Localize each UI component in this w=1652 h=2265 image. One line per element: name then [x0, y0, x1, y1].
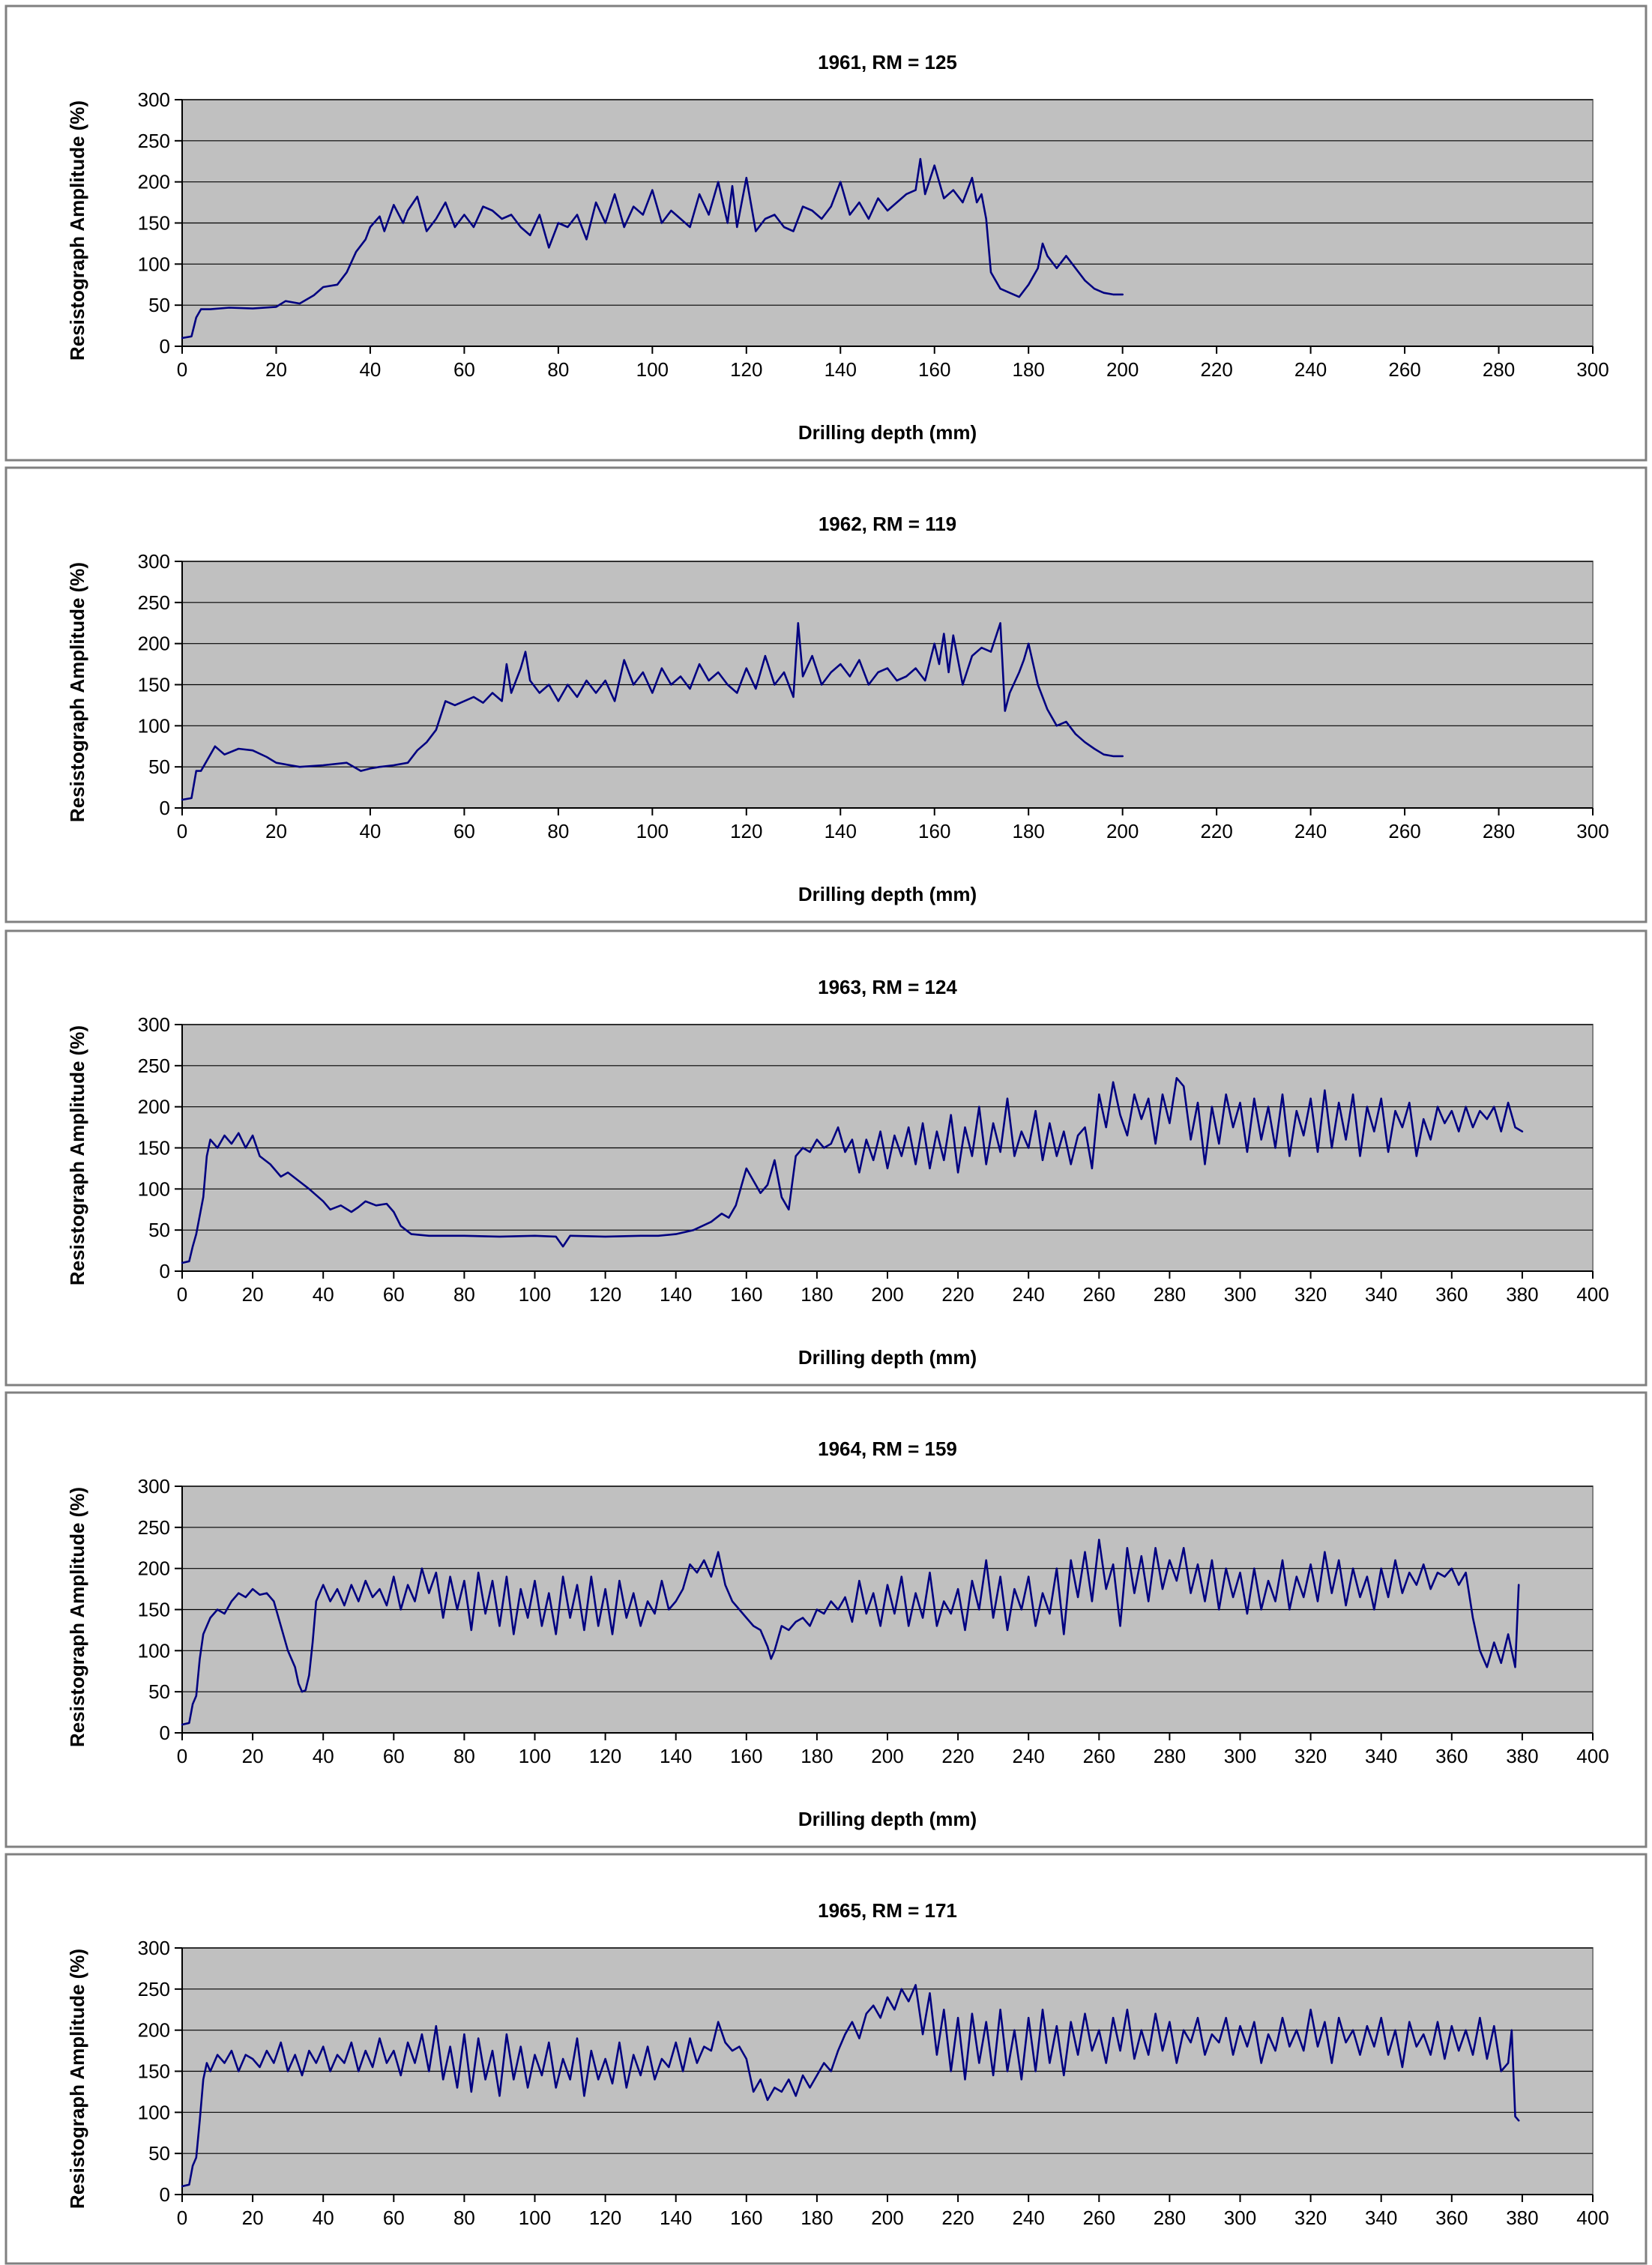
y-axis-title: Resistograph Amplitude (%) [66, 1025, 88, 1286]
x-tick-label: 300 [1576, 820, 1609, 842]
y-tick-label: 0 [159, 2183, 170, 2206]
x-tick-label: 160 [730, 2207, 763, 2229]
x-tick-label: 20 [265, 820, 287, 842]
x-tick-label: 140 [824, 820, 857, 842]
x-axis-title: Drilling depth (mm) [798, 421, 977, 444]
x-tick-label: 320 [1294, 1745, 1327, 1767]
x-tick-label: 260 [1082, 1745, 1115, 1767]
y-tick-label: 200 [137, 1557, 170, 1580]
x-tick-label: 60 [382, 2207, 405, 2229]
x-tick-label: 120 [588, 1745, 622, 1767]
chart-panel-4 [0, 1387, 1652, 1848]
chart-panel-3 [0, 925, 1652, 1387]
y-tick-label: 200 [137, 170, 170, 193]
x-tick-label: 300 [1223, 1745, 1257, 1767]
y-tick-label: 250 [137, 1515, 170, 1539]
x-tick-label: 360 [1435, 1745, 1468, 1767]
x-tick-label: 100 [636, 820, 669, 842]
x-tick-label: 100 [636, 358, 669, 381]
x-tick-label: 320 [1294, 2207, 1327, 2229]
x-tick-label: 60 [382, 1283, 405, 1306]
x-tick-label: 40 [312, 2207, 334, 2229]
x-tick-label: 80 [453, 1745, 475, 1767]
y-axis-title: Resistograph Amplitude (%) [66, 1948, 88, 2210]
x-tick-label: 140 [660, 1283, 693, 1306]
x-tick-label: 40 [359, 358, 382, 381]
x-tick-label: 20 [241, 2207, 264, 2229]
y-tick-label: 150 [137, 1598, 170, 1621]
x-tick-label: 40 [312, 1283, 334, 1306]
x-tick-label: 180 [801, 2207, 833, 2229]
x-tick-label: 120 [588, 2207, 622, 2229]
x-tick-label: 120 [730, 820, 763, 842]
x-tick-label: 280 [1153, 1283, 1187, 1306]
x-tick-label: 240 [1012, 1283, 1045, 1306]
y-tick-label: 50 [148, 2142, 170, 2165]
x-tick-label: 180 [801, 1283, 833, 1306]
x-tick-label: 340 [1365, 2207, 1398, 2229]
y-axis-title: Resistograph Amplitude (%) [66, 561, 88, 823]
x-tick-label: 400 [1576, 2207, 1609, 2229]
x-tick-label: 200 [1106, 358, 1139, 381]
y-tick-label: 100 [137, 2101, 170, 2124]
x-tick-label: 0 [176, 2207, 188, 2229]
x-tick-label: 240 [1012, 1745, 1045, 1767]
x-tick-label: 300 [1223, 2207, 1257, 2229]
y-tick-label: 300 [137, 1013, 170, 1036]
y-tick-label: 300 [137, 550, 170, 573]
y-tick-label: 50 [148, 1219, 170, 1242]
y-tick-label: 300 [137, 88, 170, 111]
x-tick-label: 140 [660, 2207, 693, 2229]
y-tick-label: 150 [137, 1136, 170, 1159]
x-tick-label: 100 [518, 2207, 552, 2229]
x-tick-label: 180 [1012, 358, 1045, 381]
x-tick-label: 100 [518, 1745, 552, 1767]
x-tick-label: 60 [382, 1745, 405, 1767]
x-tick-label: 200 [871, 1745, 904, 1767]
x-tick-label: 140 [824, 358, 857, 381]
y-tick-label: 200 [137, 2018, 170, 2042]
x-tick-label: 200 [1106, 820, 1139, 842]
x-tick-label: 280 [1482, 820, 1516, 842]
y-tick-label: 250 [137, 129, 170, 152]
chart-title: 1965, RM = 171 [818, 1899, 957, 1922]
x-tick-label: 260 [1082, 1283, 1115, 1306]
x-tick-label: 160 [918, 358, 951, 381]
y-axis-title: Resistograph Amplitude (%) [66, 100, 88, 361]
x-tick-label: 200 [871, 2207, 904, 2229]
x-tick-label: 120 [588, 1283, 622, 1306]
x-tick-label: 380 [1506, 1745, 1539, 1767]
x-tick-label: 300 [1576, 358, 1609, 381]
x-tick-label: 380 [1506, 1283, 1539, 1306]
chart-panel-2 [0, 462, 1652, 923]
y-tick-label: 0 [159, 1260, 170, 1282]
y-axis-title: Resistograph Amplitude (%) [66, 1486, 88, 1748]
y-tick-label: 150 [137, 2060, 170, 2083]
chart-panel-1 [0, 0, 1652, 462]
y-tick-label: 50 [148, 755, 170, 779]
x-tick-label: 200 [871, 1283, 904, 1306]
x-tick-label: 280 [1153, 1745, 1187, 1767]
x-tick-label: 260 [1388, 820, 1421, 842]
x-tick-label: 80 [547, 820, 570, 842]
x-axis-title: Drilling depth (mm) [798, 1808, 977, 1830]
x-tick-label: 20 [241, 1283, 264, 1306]
y-tick-label: 100 [137, 253, 170, 276]
y-tick-label: 50 [148, 294, 170, 317]
y-tick-label: 100 [137, 1639, 170, 1662]
y-tick-label: 100 [137, 1177, 170, 1201]
y-tick-label: 300 [137, 1937, 170, 1959]
x-tick-label: 0 [176, 1283, 188, 1306]
x-tick-label: 280 [1482, 358, 1516, 381]
chart-title: 1962, RM = 119 [818, 513, 957, 535]
x-tick-label: 340 [1365, 1745, 1398, 1767]
y-tick-label: 50 [148, 1680, 170, 1704]
y-tick-label: 250 [137, 591, 170, 614]
x-tick-label: 140 [660, 1745, 693, 1767]
x-tick-label: 240 [1294, 358, 1327, 381]
x-tick-label: 40 [359, 820, 382, 842]
x-tick-label: 80 [453, 1283, 475, 1306]
x-tick-label: 240 [1294, 820, 1327, 842]
x-tick-label: 220 [941, 2207, 974, 2229]
x-tick-label: 160 [730, 1283, 763, 1306]
x-tick-label: 80 [547, 358, 570, 381]
y-tick-label: 150 [137, 211, 170, 235]
chart-title: 1963, RM = 124 [818, 976, 957, 998]
x-tick-label: 180 [801, 1745, 833, 1767]
x-tick-label: 220 [1200, 820, 1233, 842]
y-tick-label: 300 [137, 1475, 170, 1498]
x-tick-label: 0 [176, 820, 188, 842]
x-tick-label: 400 [1576, 1745, 1609, 1767]
x-tick-label: 160 [918, 820, 951, 842]
chart-title: 1964, RM = 159 [818, 1438, 957, 1460]
y-tick-label: 200 [137, 1095, 170, 1118]
x-tick-label: 260 [1388, 358, 1421, 381]
x-axis-title: Drilling depth (mm) [798, 883, 977, 905]
x-tick-label: 240 [1012, 2207, 1045, 2229]
x-tick-label: 0 [176, 358, 188, 381]
y-tick-label: 0 [159, 335, 170, 358]
x-tick-label: 220 [941, 1283, 974, 1306]
x-tick-label: 380 [1506, 2207, 1539, 2229]
x-tick-label: 180 [1012, 820, 1045, 842]
x-tick-label: 40 [312, 1745, 334, 1767]
y-tick-label: 0 [159, 797, 170, 819]
y-tick-label: 100 [137, 714, 170, 738]
x-tick-label: 0 [176, 1745, 188, 1767]
x-tick-label: 80 [453, 2207, 475, 2229]
x-tick-label: 360 [1435, 1283, 1468, 1306]
x-tick-label: 340 [1365, 1283, 1398, 1306]
y-tick-label: 0 [159, 1722, 170, 1744]
chart-panel-5 [0, 1848, 1652, 2265]
y-tick-label: 250 [137, 1054, 170, 1077]
x-tick-label: 320 [1294, 1283, 1327, 1306]
y-tick-label: 200 [137, 632, 170, 655]
x-tick-label: 360 [1435, 2207, 1468, 2229]
x-tick-label: 100 [518, 1283, 552, 1306]
x-tick-label: 60 [453, 358, 475, 381]
x-tick-label: 120 [730, 358, 763, 381]
chart-title: 1961, RM = 125 [818, 51, 957, 73]
x-tick-label: 260 [1082, 2207, 1115, 2229]
x-tick-label: 400 [1576, 1283, 1609, 1306]
x-tick-label: 160 [730, 1745, 763, 1767]
x-tick-label: 280 [1153, 2207, 1187, 2229]
x-tick-label: 220 [1200, 358, 1233, 381]
y-tick-label: 250 [137, 1977, 170, 2000]
x-tick-label: 20 [241, 1745, 264, 1767]
x-tick-label: 60 [453, 820, 475, 842]
x-tick-label: 220 [941, 1745, 974, 1767]
x-tick-label: 300 [1223, 1283, 1257, 1306]
x-tick-label: 20 [265, 358, 287, 381]
y-tick-label: 150 [137, 673, 170, 696]
x-axis-title: Drilling depth (mm) [798, 1346, 977, 1369]
